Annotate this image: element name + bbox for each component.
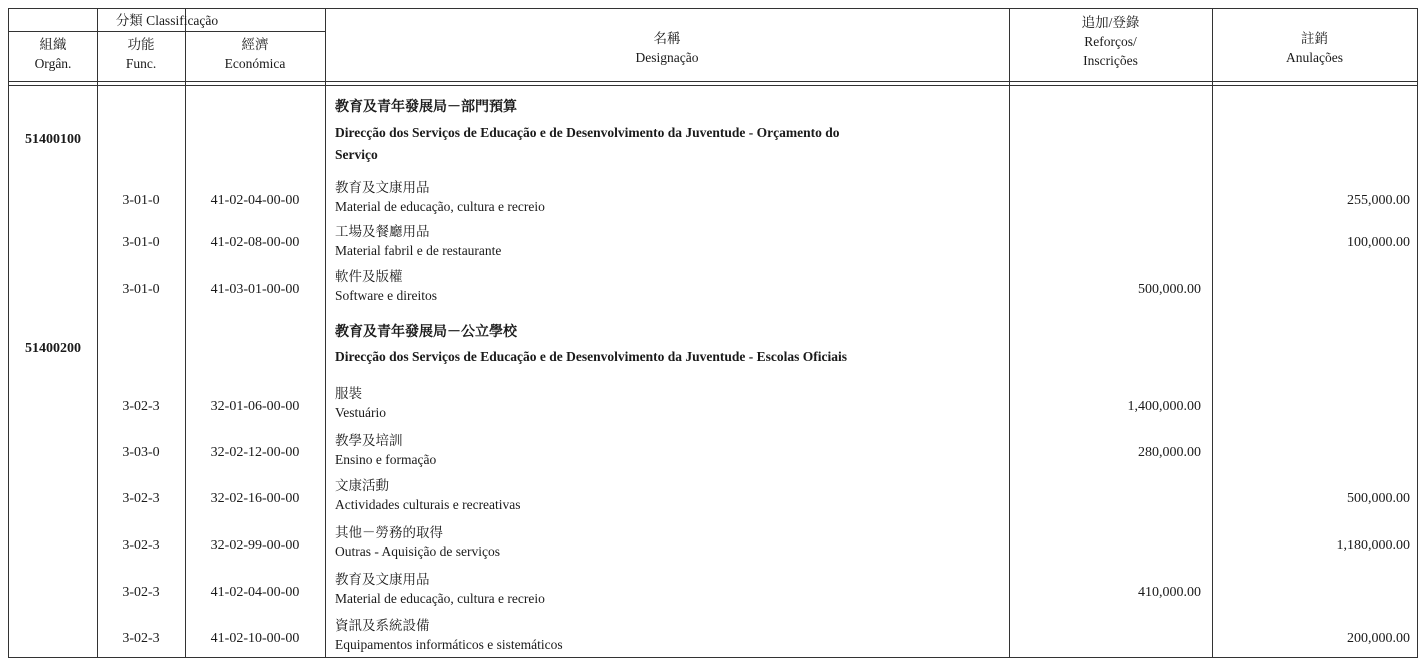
designation: 軟件及版權 Software e direitos — [335, 269, 437, 303]
designation: 工場及餐廳用品 Material fabril e de restaurante — [335, 224, 502, 258]
header-bottom-rule — [9, 81, 1417, 82]
econ-code: 41-02-04-00-00 — [210, 585, 300, 600]
reforco-amount: 280,000.00 — [1138, 445, 1201, 460]
designation: 教學及培訓 Ensino e formação — [335, 433, 437, 467]
anulacao-amount: 100,000.00 — [1347, 235, 1410, 250]
func-code: 3-01-0 — [122, 193, 160, 208]
anulacao-amount: 1,180,000.00 — [1336, 538, 1410, 553]
econ-header: 經濟 Económica — [224, 37, 286, 71]
anulacao-amount: 255,000.00 — [1347, 193, 1410, 208]
designation: 服裝 Vestuário — [335, 386, 386, 420]
designation: 資訊及系統設備 Equipamentos informáticos e sistemáticos — [335, 618, 563, 652]
org-code: 51400200 — [25, 341, 81, 356]
func-code: 3-02-3 — [122, 538, 160, 553]
org-header: 組織 Orgân. — [34, 37, 72, 71]
column-divider — [1212, 9, 1213, 657]
econ-code: 32-02-16-00-00 — [210, 491, 300, 506]
anulacoes-header: 註銷 Anulações — [1286, 31, 1343, 65]
func-code: 3-02-3 — [122, 585, 160, 600]
func-header: 功能 Func. — [125, 37, 157, 71]
econ-code: 32-02-12-00-00 — [210, 445, 300, 460]
func-code: 3-03-0 — [122, 445, 160, 460]
econ-code: 41-02-10-00-00 — [210, 631, 300, 646]
econ-code: 41-02-08-00-00 — [210, 235, 300, 250]
func-code: 3-01-0 — [122, 282, 160, 297]
reforco-amount: 410,000.00 — [1138, 585, 1201, 600]
func-code: 3-01-0 — [122, 235, 160, 250]
anulacao-amount: 200,000.00 — [1347, 631, 1410, 646]
func-code: 3-02-3 — [122, 631, 160, 646]
anulacao-amount: 500,000.00 — [1347, 491, 1410, 506]
reforcos-header: 追加/登錄 Reforços/ Inscrições — [1081, 15, 1140, 68]
column-divider — [185, 9, 186, 657]
func-code: 3-02-3 — [122, 399, 160, 414]
designation: 其他－勞務的取得 Outras - Aquisição de serviços — [335, 525, 500, 559]
designacao-header: 名稱 Designação — [635, 31, 699, 65]
designation: 文康活動 Actividades culturais e recreativas — [335, 478, 521, 512]
econ-code: 32-01-06-00-00 — [210, 399, 300, 414]
econ-code: 32-02-99-00-00 — [210, 538, 300, 553]
column-divider — [1009, 9, 1010, 657]
column-divider — [325, 9, 326, 657]
econ-code: 41-03-01-00-00 — [210, 282, 300, 297]
org-code: 51400100 — [25, 132, 81, 147]
header-subdivider — [9, 31, 325, 32]
column-divider — [97, 9, 98, 657]
designation: 教育及文康用品 Material de educação, cultura e recreio — [335, 572, 545, 606]
classification-header: 分類 Classificação — [115, 13, 219, 28]
header-bottom-rule — [9, 85, 1417, 86]
section-title: 教育及青年發展局－公立學校 Direcção dos Serviços de Educação e de Desenvolvimento da Juventude - Escolas Oficiais — [335, 325, 847, 364]
section-title: 教育及青年發展局－部門預算 Direcção dos Serviços de Educação e de Desenvolvimento da Juventude - Orçamento do Serviço — [335, 100, 840, 162]
designation: 教育及文康用品 Material de educação, cultura e recreio — [335, 180, 545, 214]
reforco-amount: 500,000.00 — [1138, 282, 1201, 297]
reforco-amount: 1,400,000.00 — [1127, 399, 1201, 414]
budget-table — [8, 8, 1418, 658]
func-code: 3-02-3 — [122, 491, 160, 506]
econ-code: 41-02-04-00-00 — [210, 193, 300, 208]
